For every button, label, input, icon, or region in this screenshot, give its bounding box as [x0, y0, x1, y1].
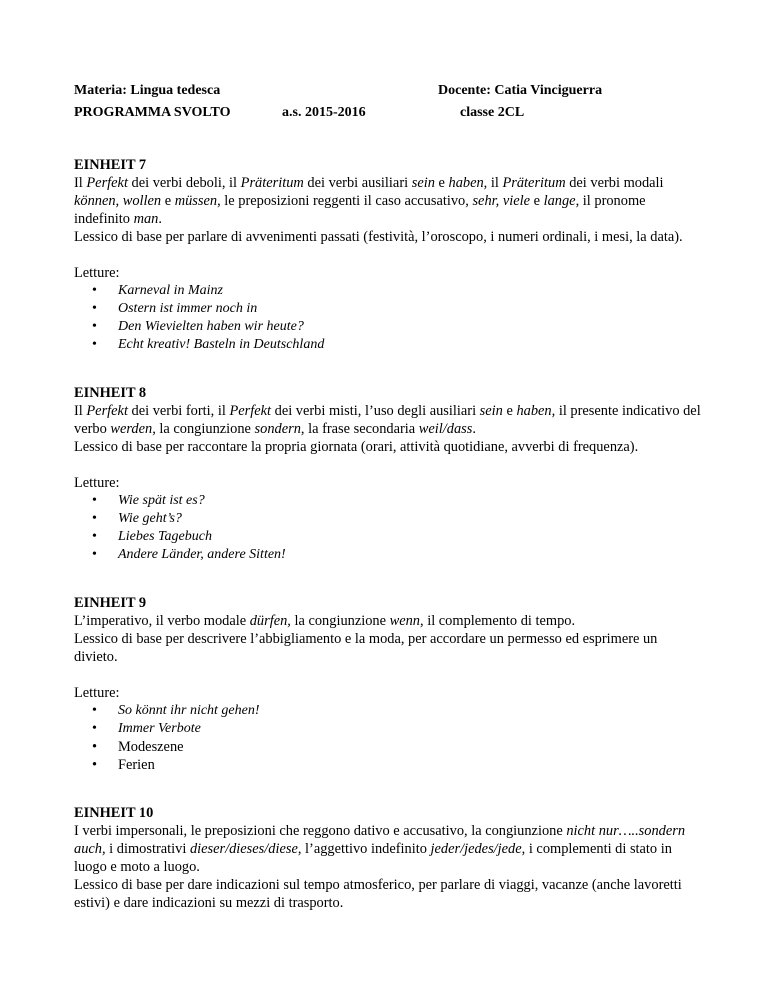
- list-item: • Wie spät ist es?: [92, 493, 205, 508]
- list-item: • Ferien: [92, 757, 155, 773]
- bullet-icon: •: [92, 703, 97, 718]
- readings-list: [74, 702, 704, 774]
- school-year: a.s. 2015-2016: [282, 105, 366, 120]
- unit-9: [74, 594, 704, 774]
- unit-lexicon: Lessico di base per dare indicazioni sul tempo atmosferico, per parlare di viaggi, vacanze (anche lavoretti estivi) e dare indicazioni su mezzi di trasporto.: [74, 877, 682, 911]
- list-item: • Echt kreativ! Basteln in Deutschland: [92, 337, 325, 352]
- unit-10: [74, 804, 704, 912]
- bullet-icon: •: [92, 283, 97, 298]
- unit-lexicon: Lessico di base per parlare di avvenimenti passati (festività, l’oroscopo, i numeri ordinali, i mesi, la data).: [74, 229, 683, 245]
- header-row-2: [74, 104, 704, 126]
- unit-title: EINHEIT 7: [74, 157, 147, 173]
- readings-label: Letture:: [74, 265, 120, 281]
- unit-title: EINHEIT 8: [74, 385, 147, 401]
- readings-list: [74, 492, 704, 564]
- unit-lexicon: Lessico di base per descrivere l’abbigliamento e la moda, per accordare un permesso ed esprimere un divieto.: [74, 631, 658, 665]
- list-item: • Den Wievielten haben wir heute?: [92, 319, 304, 334]
- list-item: • Ostern ist immer noch in: [92, 301, 258, 316]
- unit-grammar: L’imperativo, il verbo modale dürfen, la congiunzione wenn, il complemento di tempo.: [74, 613, 576, 629]
- unit-lexicon: Lessico di base per raccontare la propria giornata (orari, attività quotidiane, avverbi di frequenza).: [74, 439, 639, 455]
- bullet-icon: •: [92, 547, 97, 562]
- bullet-icon: •: [92, 721, 97, 736]
- bullet-icon: •: [92, 739, 98, 755]
- bullet-icon: •: [92, 301, 97, 316]
- unit-title: EINHEIT 9: [74, 595, 147, 611]
- list-item: • Immer Verbote: [92, 721, 201, 736]
- bullet-icon: •: [92, 493, 97, 508]
- class-label: classe 2CL: [460, 105, 525, 120]
- readings-label: Letture:: [74, 475, 120, 491]
- unit-grammar: Il Perfekt dei verbi forti, il Perfekt dei verbi misti, l’uso degli ausiliari sein e haben, il presente indicativo del verbo werden, la congiunzione sondern, la frase secondaria weil/dass.: [74, 403, 701, 437]
- bullet-icon: •: [92, 511, 97, 526]
- unit-grammar: I verbi impersonali, le preposizioni che reggono dativo e accusativo, la congiunzione nicht nur…..sondern auch, i dimostrativi dieser/dieses/diese, l’aggettivo indefinito jeder/jedes/jede, i complementi di stato in luogo e moto a luogo.: [74, 823, 686, 875]
- bullet-icon: •: [92, 529, 97, 544]
- list-item: • Karneval in Mainz: [92, 283, 223, 298]
- list-item: • So könnt ihr nicht gehen!: [92, 703, 260, 718]
- list-item: • Modeszene: [92, 739, 184, 755]
- document-page: [74, 82, 704, 912]
- subject-label: Materia: Lingua tedesca: [74, 83, 221, 98]
- teacher-label: Docente: Catia Vinciguerra: [438, 83, 603, 98]
- unit-8: [74, 384, 704, 564]
- readings-list: [74, 282, 704, 354]
- bullet-icon: •: [92, 757, 98, 773]
- unit-title: EINHEIT 10: [74, 805, 154, 821]
- list-item: • Andere Länder, andere Sitten!: [92, 547, 286, 562]
- list-item: • Liebes Tagebuch: [92, 529, 212, 544]
- program-title: PROGRAMMA SVOLTO: [74, 105, 231, 120]
- list-item: • Wie geht’s?: [92, 511, 182, 526]
- unit-7: [74, 156, 704, 354]
- bullet-icon: •: [92, 337, 97, 352]
- header-row-1: [74, 82, 704, 104]
- readings-label: Letture:: [74, 685, 120, 701]
- unit-grammar: Il Perfekt dei verbi deboli, il Präteritum dei verbi ausiliari sein e haben, il Präteritum dei verbi modali können, wollen e müssen, le preposizioni reggenti il caso accusativo, sehr, viele e lange, il pronome indefinito man.: [74, 175, 664, 227]
- bullet-icon: •: [92, 319, 97, 334]
